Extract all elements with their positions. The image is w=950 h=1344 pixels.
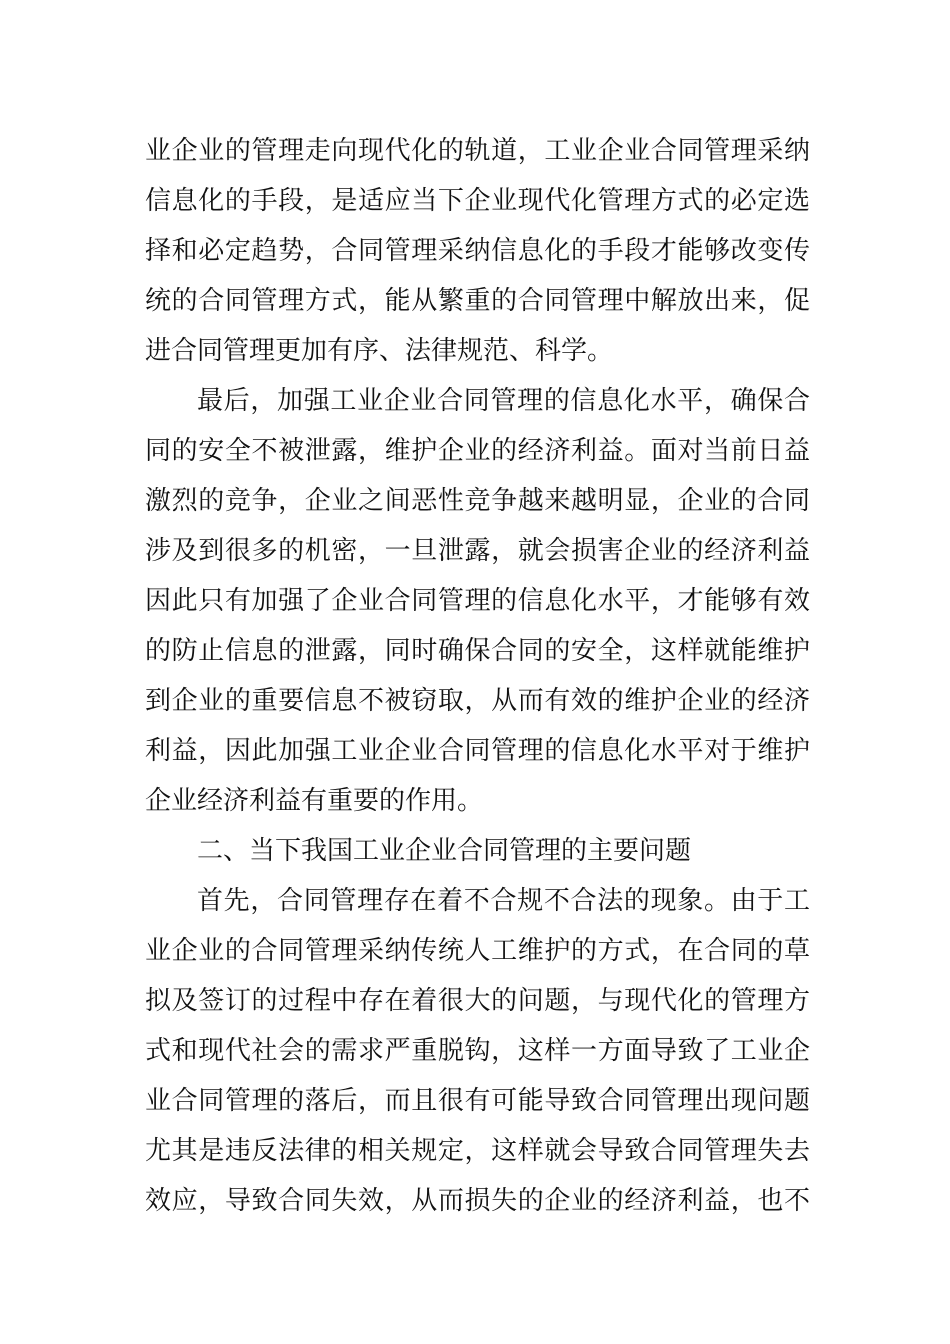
text-line: 企业经济利益有重要的作用。 [145, 786, 484, 816]
text-line: 信息化的手段，是适应当下企业现代化管理方式的必定选 [145, 186, 810, 216]
paragraph-first-line: 最后，加强工业企业合同管理的信息化水平，确保合 [197, 386, 810, 416]
text-line: 拟及签订的过程中存在着很大的问题，与现代化的管理方 [145, 986, 810, 1016]
paragraph-first-line: 首先，合同管理存在着不合规不合法的现象。由于工 [197, 886, 810, 916]
text-line: 因此只有加强了企业合同管理的信息化水平，才能够有效 [145, 586, 810, 616]
text-line: 业企业的合同管理采纳传统人工维护的方式，在合同的草 [145, 936, 810, 966]
text-line: 业企业的管理走向现代化的轨道，工业企业合同管理采纳 [145, 136, 810, 166]
text-line: 利益，因此加强工业企业合同管理的信息化水平对于维护 [145, 736, 810, 766]
text-line: 激烈的竞争，企业之间恶性竞争越来越明显，企业的合同 [145, 486, 810, 516]
text-line: 业合同管理的落后，而且很有可能导致合同管理出现问题 [145, 1086, 810, 1116]
text-line: 的防止信息的泄露，同时确保合同的安全，这样就能维护 [145, 636, 810, 666]
text-line: 涉及到很多的机密，一旦泄露，就会损害企业的经济利益 [145, 536, 810, 566]
text-line: 式和现代社会的需求严重脱钩，这样一方面导致了工业企 [145, 1036, 810, 1066]
section-heading: 二、当下我国工业企业合同管理的主要问题 [197, 836, 692, 866]
text-line: 到企业的重要信息不被窃取，从而有效的维护企业的经济 [145, 686, 810, 716]
text-line: 同的安全不被泄露，维护企业的经济利益。面对当前日益 [145, 436, 810, 466]
document-body [145, 126, 810, 1226]
text-line: 择和必定趋势，合同管理采纳信息化的手段才能够改变传 [145, 236, 810, 266]
text-line: 统的合同管理方式，能从繁重的合同管理中解放出来，促 [145, 286, 810, 316]
text-line: 效应，导致合同失效，从而损失的企业的经济利益，也不 [145, 1186, 810, 1216]
text-line: 进合同管理更加有序、法律规范、科学。 [145, 336, 614, 366]
text-line: 尤其是违反法律的相关规定，这样就会导致合同管理失去 [145, 1136, 810, 1166]
